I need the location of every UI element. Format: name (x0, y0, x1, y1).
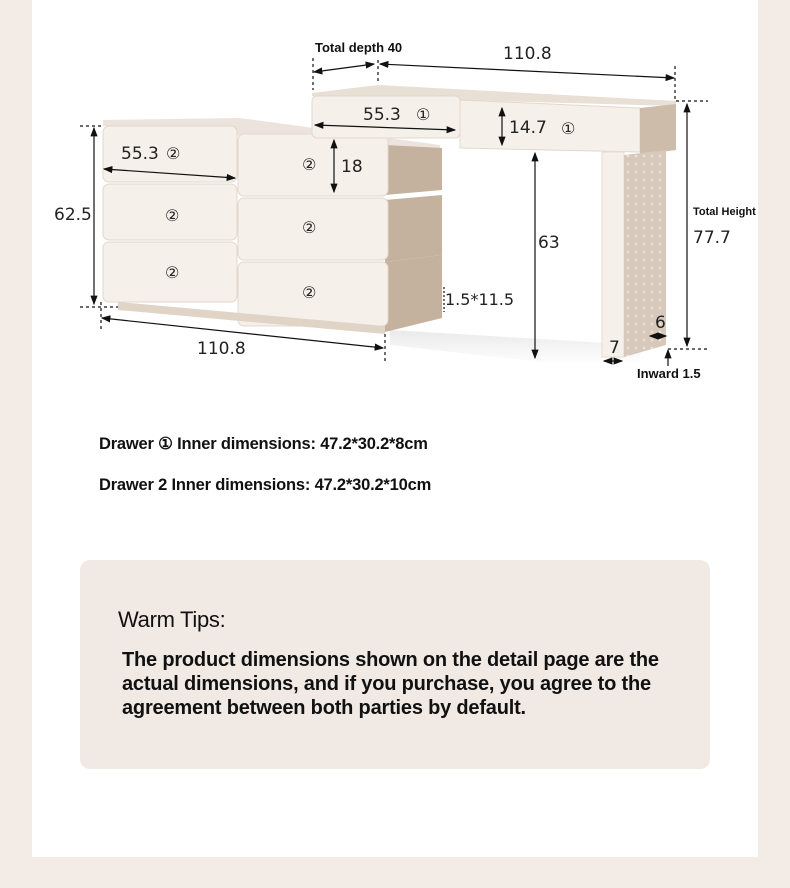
desk-drawer-height-label: 14.7 (509, 118, 547, 138)
cabinet-drawer-width-label: 55.3 (121, 144, 159, 164)
drawer-marker-icon: ② (165, 263, 180, 282)
drawer-marker-icon: ② (302, 218, 317, 237)
drawer1-inner-dimensions: Drawer ① Inner dimensions: 47.2*30.2*8cm (99, 435, 428, 453)
total-depth-label: Total depth 40 (315, 40, 403, 55)
warm-tips-body: The product dimensions shown on the detail page are the actual dimensions, and if you purchase, you agree to the agreement between both parties by default. (122, 649, 659, 719)
drawer-marker-icon: ② (165, 206, 180, 225)
cabinet-drawer-height-label: 18 (341, 157, 363, 177)
dresser-desk-illustration (0, 0, 790, 420)
drawer-marker-icon: ② (302, 283, 317, 302)
desk-drawer-marker-icon: ① (416, 105, 431, 124)
inward-label: Inward 1.5 (637, 366, 701, 381)
desk-drawer-width-label: 55.3 (363, 105, 401, 125)
drawer-marker-icon: ② (302, 155, 317, 174)
leg-front-width-label: 7 (609, 338, 620, 358)
cabinet-width-label: 110.8 (197, 339, 246, 359)
desk-drawer-height-marker-icon: ① (561, 119, 576, 138)
cabinet-height-label: 62.5 (54, 205, 92, 225)
base-dimensions-label: 1.5*11.5 (445, 290, 515, 309)
total-height-label: Total Height (693, 206, 756, 218)
leg-clearance-label: 63 (538, 233, 560, 253)
drawer2-inner-dimensions: Drawer 2 Inner dimensions: 47.2*30.2*10cm (99, 476, 432, 494)
warm-tips-title: Warm Tips: (118, 607, 226, 632)
total-height-value: 77.7 (693, 228, 731, 248)
cabinet-drawer-marker-icon: ② (166, 144, 181, 163)
desk-width-label: 110.8 (503, 44, 552, 64)
leg-side-width-label: 6 (655, 313, 666, 333)
warm-tips-box (80, 560, 710, 769)
